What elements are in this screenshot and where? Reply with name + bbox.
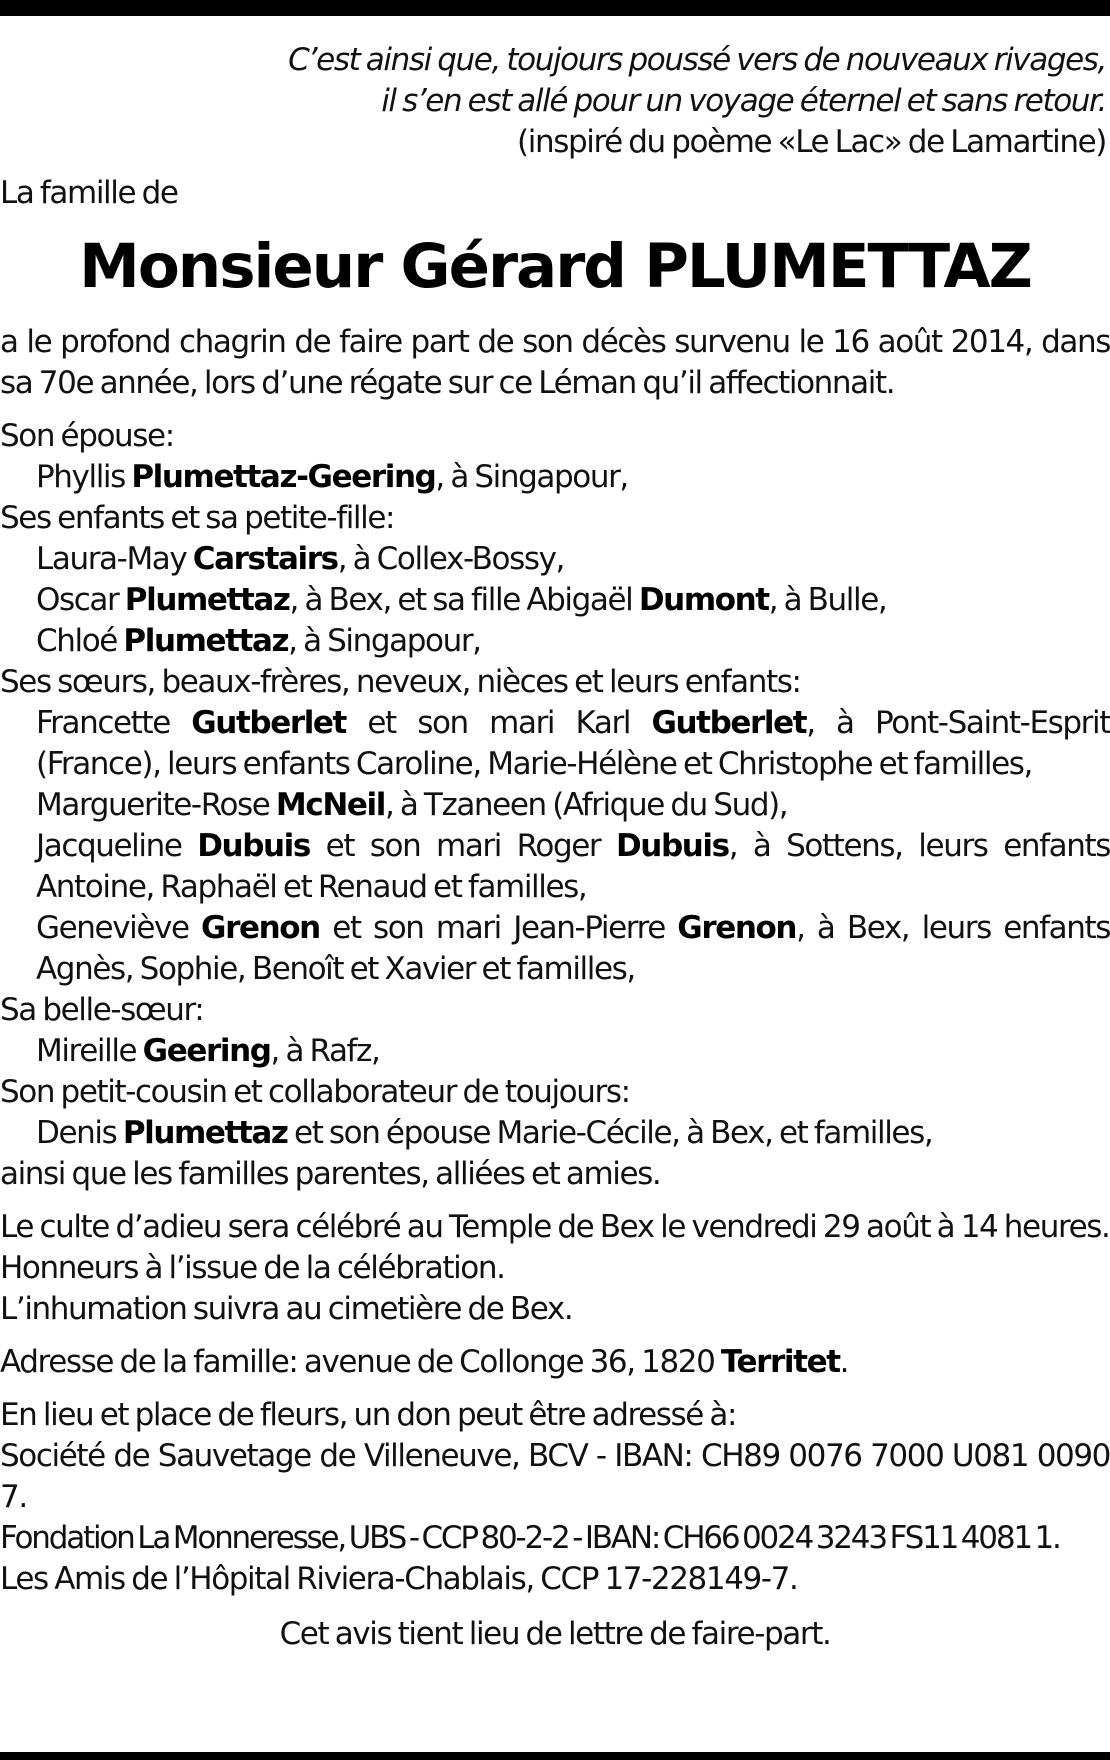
- family-member: Mireille Geering, à Rafz,: [36, 1033, 380, 1069]
- epigraph-source: (inspiré du poème «Le Lac» de Lamartine): [517, 124, 1106, 160]
- donations: [0, 1395, 1110, 1600]
- epigraph: [0, 40, 1110, 163]
- family-member: Oscar Plumettaz, à Bex, et sa fille Abigaël Dumont, à Bulle,: [36, 582, 887, 618]
- family-address: Adresse de la famille: avenue de Collonge 36, 1820 Territet.: [0, 1344, 849, 1380]
- closing-note: Cet avis tient lieu de lettre de faire-part.: [279, 1616, 831, 1652]
- ceremony-info: [0, 1207, 1110, 1330]
- epigraph-line: il s’en est allé pour un voyage éternel et sans retour.: [381, 83, 1106, 119]
- section-heading: Son petit-cousin et collaborateur de toujours:: [0, 1074, 630, 1110]
- announcement-text: a le profond chagrin de faire part de son décès survenu le 16 août 2014, dans sa 70e année, lors d’une régate sur ce Léman qu’il affectionnait.: [0, 324, 1110, 401]
- donation-line: Les Amis de l’Hôpital Riviera-Chablais, CCP 17-228149-7.: [0, 1561, 798, 1597]
- closing-family-line: ainsi que les familles parentes, alliées et amies.: [0, 1156, 661, 1192]
- epigraph-line: C’est ainsi que, toujours poussé vers de nouveaux rivages,: [288, 42, 1106, 78]
- family-member: Chloé Plumettaz, à Singapour,: [36, 623, 481, 659]
- section-heading: Sa belle-sœur:: [0, 992, 204, 1028]
- family-member: Jacqueline Dubuis et son mari Roger Dubuis, à Sottens, leurs enfants Antoine, Raphaël et Renaud et familles,: [36, 828, 1110, 905]
- family-list: [0, 416, 1110, 1195]
- family-member: Laura-May Carstairs, à Collex-Bossy,: [36, 541, 565, 577]
- intro-line: La famille de: [0, 175, 178, 211]
- family-member: Francette Gutberlet et son mari Karl Gutberlet, à Pont-Saint-Esprit (France), leurs enfants Caroline, Marie-Hélène et Christophe et familles,: [36, 705, 1110, 782]
- burial-text: L’inhumation suivra au cimetière de Bex.: [0, 1291, 573, 1327]
- obituary-notice: [0, 40, 1110, 1655]
- deceased-name: Monsieur Gérard PLUMETTAZ: [79, 231, 1031, 302]
- family-member: Geneviève Grenon et son mari Jean-Pierre Grenon, à Bex, leurs enfants Agnès, Sophie, Benoît et Xavier et familles,: [36, 910, 1110, 987]
- family-member: Phyllis Plumettaz-Geering, à Singapour,: [36, 459, 628, 495]
- donation-line: Société de Sauvetage de Villeneuve, BCV - IBAN: CH89 0076 7000 U081 0090 7.: [0, 1438, 1110, 1515]
- family-member: Denis Plumettaz et son épouse Marie-Cécile, à Bex, et familles,: [36, 1115, 933, 1151]
- donations-intro: En lieu et place de fleurs, un don peut être adressé à:: [0, 1397, 737, 1433]
- bottom-rule: [0, 1752, 1110, 1760]
- top-rule: [0, 0, 1110, 16]
- section-heading: Ses enfants et sa petite-fille:: [0, 500, 395, 536]
- donation-line: Fondation La Monneresse, UBS - CCP 80-2-2 - IBAN: CH66 0024 3243 FS11 4081 1.: [0, 1520, 1060, 1556]
- section-heading: Ses sœurs, beaux-frères, neveux, nièces et leurs enfants:: [0, 664, 801, 700]
- section-heading: Son épouse:: [0, 418, 174, 454]
- ceremony-text: Le culte d’adieu sera célébré au Temple de Bex le vendredi 29 août à 14 heures.: [0, 1209, 1110, 1245]
- family-member: Marguerite-Rose McNeil, à Tzaneen (Afrique du Sud),: [36, 787, 788, 823]
- honours-text: Honneurs à l’issue de la célébration.: [0, 1250, 505, 1286]
